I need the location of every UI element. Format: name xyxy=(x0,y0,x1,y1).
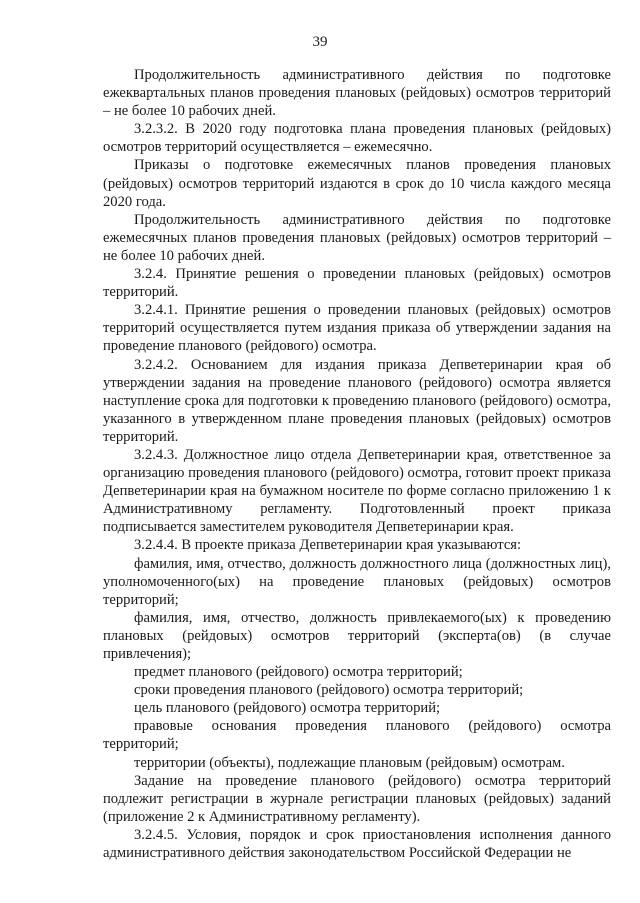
paragraph: 3.2.4.5. Условия, порядок и срок приостановления исполнения данного административного действия законодательством Российской Федерации не xyxy=(103,826,611,862)
paragraph: Продолжительность административного действия по подготовке ежемесячных планов проведения плановых (рейдовых) осмотров территорий – не более 10 рабочих дней. xyxy=(103,211,611,264)
paragraph: 3.2.4.3. Должностное лицо отдела Депветеринарии края, ответственное за организацию проведения планового (рейдового) осмотра, готовит проект приказа Депветеринарии края на бумажном носителе по форме согласно приложению 1 к Административному регламенту. Подготовленный проект приказа подписывается заместителем руководителя Депветеринарии края. xyxy=(103,446,612,536)
document-body xyxy=(103,66,611,862)
page-number: 39 xyxy=(312,34,328,50)
list-item: фамилия, имя, отчество, должность должностного лица (должностных лиц), уполномоченного(ых) на проведение плановых (рейдовых) осмотров территорий; xyxy=(103,555,611,608)
paragraph: 3.2.4.2. Основанием для издания приказа Депветеринарии края об утверждении задания на проведение планового (рейдового) осмотра является наступление срока для подготовки к проведению планового (рейдового) осмотра, указанного в утвержденном плане проведения плановых (рейдовых) осмотров территорий. xyxy=(103,356,611,445)
list-item: сроки проведения планового (рейдового) осмотра территорий; xyxy=(134,682,524,699)
paragraph: Продолжительность административного действия по подготовке ежеквартальных планов проведения плановых (рейдовых) осмотров территорий – не более 10 рабочих дней. xyxy=(103,67,611,120)
paragraph: Задание на проведение планового (рейдового) осмотра территорий подлежит регистрации в журнале регистрации плановых (рейдовых) заданий (приложение 2 к Административному регламенту). xyxy=(103,772,611,825)
paragraph: 3.2.3.2. В 2020 году подготовка плана проведения плановых (рейдовых) осмотров территорий осуществляется – ежемесячно. xyxy=(103,121,611,156)
paragraph: Приказы о подготовке ежемесячных планов проведения плановых (рейдовых) осмотров территорий издаются в срок до 10 числа каждого месяца 2020 года. xyxy=(103,157,611,210)
list-item: территории (объекты), подлежащие плановым (рейдовым) осмотрам. xyxy=(134,754,565,771)
paragraph: 3.2.4. Принятие решения о проведении плановых (рейдовых) осмотров территорий. xyxy=(103,266,611,301)
list-item: фамилия, имя, отчество, должность привлекаемого(ых) к проведению плановых (рейдовых) осмотров территорий (эксперта(ов) (в случае привлечения); xyxy=(103,609,611,662)
paragraph: 3.2.4.1. Принятие решения о проведении плановых (рейдовых) осмотров территорий осуществляется путем издания приказа об утверждении задания на проведение планового (рейдового) осмотра. xyxy=(103,302,611,355)
list-item: предмет планового (рейдового) осмотра территорий; xyxy=(134,664,463,681)
paragraph: 3.2.4.4. В проекте приказа Депветеринарии края указываются: xyxy=(134,537,522,554)
list-item: цель планового (рейдового) осмотра территорий; xyxy=(134,700,441,717)
list-item: правовые основания проведения планового (рейдового) осмотра территорий; xyxy=(103,718,611,753)
